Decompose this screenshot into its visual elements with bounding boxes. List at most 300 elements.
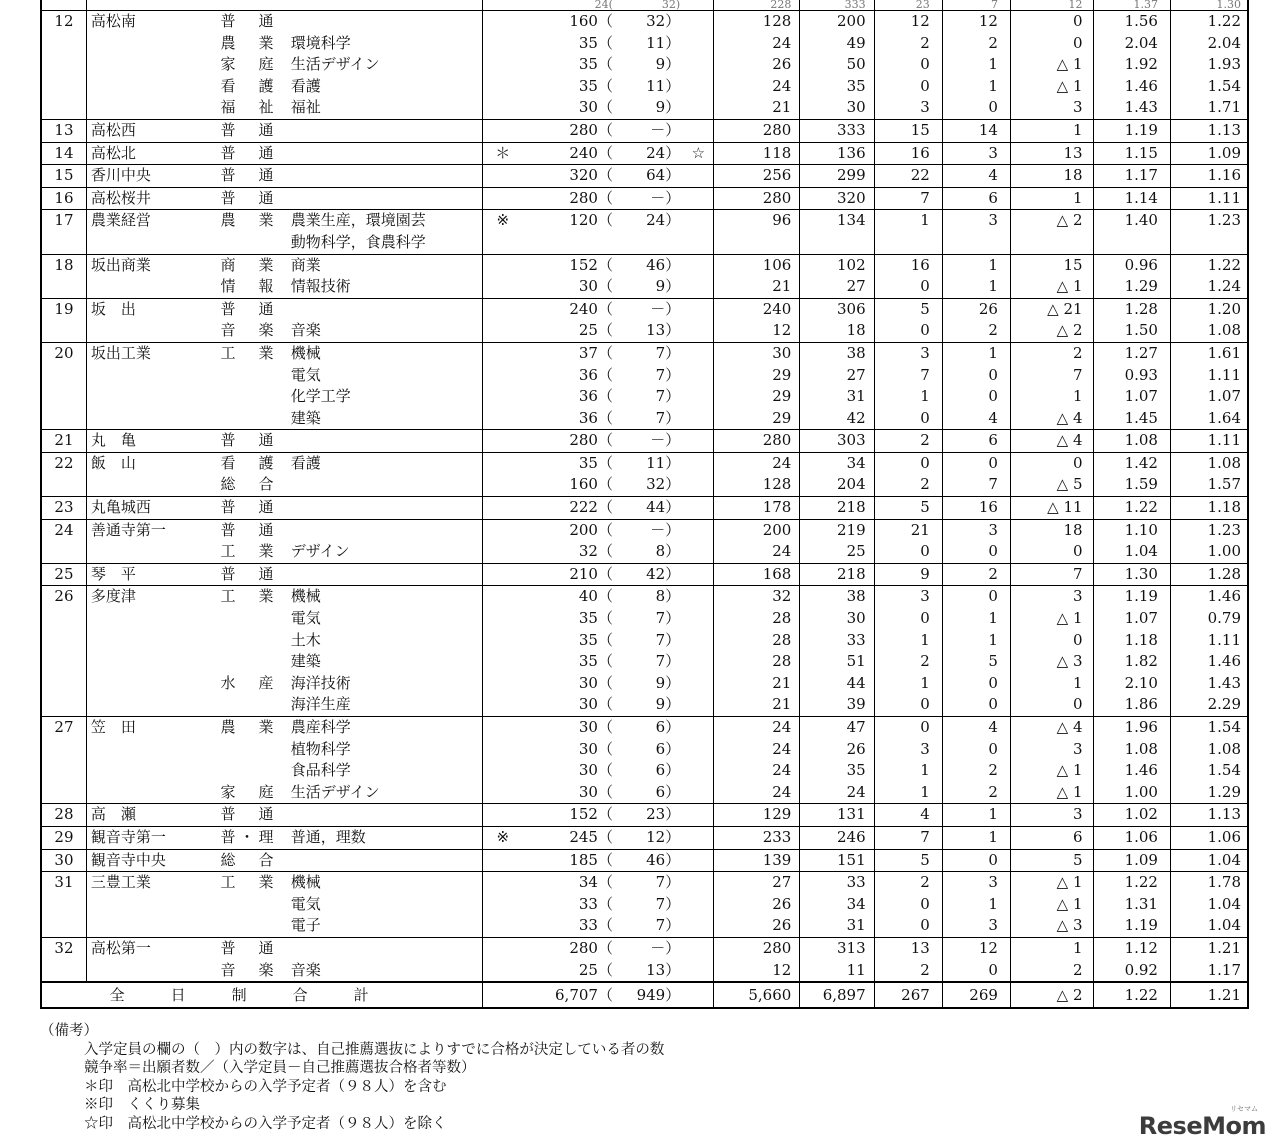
cell-r1: 1.82	[1093, 651, 1170, 673]
cell-mk	[483, 960, 522, 983]
cell-r2: 1.22	[1170, 11, 1248, 33]
cell-r2: 1.21	[1170, 937, 1248, 959]
cell-school	[86, 608, 211, 630]
table-row	[41, 915, 1248, 937]
cell-q: 35（	[578, 609, 613, 628]
cell-self: 11）	[646, 33, 681, 52]
cell-no	[41, 960, 86, 983]
cell-m2	[684, 782, 713, 804]
cell-course: 普通，理数	[287, 826, 483, 849]
cell-q	[522, 232, 613, 254]
cell-r2: 1.22	[1170, 254, 1248, 276]
cell-m2	[684, 915, 713, 937]
cell-q: 280（	[522, 187, 613, 210]
cell-prov: 200	[713, 519, 800, 541]
cell-self: 7）	[613, 872, 684, 894]
cell-school: 丸亀城西	[86, 497, 211, 520]
cell-school: 観音寺中央	[86, 849, 211, 872]
cell-app: 51	[800, 651, 874, 673]
table-row	[41, 187, 1248, 210]
cell-prov: 280	[713, 187, 800, 210]
cell-prov	[713, 232, 800, 254]
cell-app: 44	[800, 673, 874, 695]
cell-dept: 工 業	[211, 872, 286, 894]
cell-in: 2	[874, 33, 942, 55]
cell-diff: 0	[1010, 33, 1093, 55]
cell-prov: 28	[772, 609, 792, 628]
cell-m2	[684, 452, 713, 474]
cell-school	[86, 33, 211, 55]
cell-app: 25	[800, 541, 874, 563]
table-row	[41, 408, 1248, 430]
cell-dept: 普・理	[211, 826, 286, 849]
cell-out: 0	[942, 960, 1010, 983]
cell-r1: 1.50	[1093, 320, 1170, 342]
table-row	[41, 739, 1248, 761]
cell-in: 3	[874, 586, 942, 608]
cell-mk	[483, 342, 522, 364]
cell-app: 27	[800, 276, 874, 298]
cell-course	[287, 0, 483, 11]
cell-app: 313	[800, 937, 874, 959]
cell-app: 30	[800, 608, 874, 630]
cell-course: 電子	[287, 915, 483, 937]
cell-diff: △ 1	[1010, 872, 1093, 894]
cell-mk	[483, 717, 522, 739]
cell-school: 飯 山	[86, 452, 211, 474]
cell-in: 0	[874, 276, 942, 298]
cell-dept	[211, 651, 286, 673]
cell-r1: 1.22	[1093, 872, 1170, 894]
table-row	[41, 717, 1248, 739]
cell-prov: 28	[772, 630, 792, 649]
cell-out: 0	[942, 386, 1010, 408]
cell-diff: 12	[1010, 0, 1093, 11]
cell-prov: 29	[772, 408, 792, 427]
cell-r1: 1.10	[1093, 519, 1170, 541]
cell-app: 303	[800, 430, 874, 453]
cell-no	[41, 33, 86, 55]
cell-r2: 1.11	[1170, 630, 1248, 652]
cell-school: 農業経営	[86, 210, 211, 232]
cell-diff: 0	[1010, 694, 1093, 716]
cell-course	[287, 563, 483, 586]
cell-mk	[483, 54, 522, 76]
cell-dept: 音 楽	[220, 960, 278, 979]
cell-r2: 2.04	[1170, 33, 1248, 55]
cell-in: 0	[874, 76, 942, 98]
cell-course: 生活デザイン	[287, 54, 483, 76]
cell-r1: 1.19	[1093, 586, 1170, 608]
table-row	[41, 342, 1248, 364]
cell-school: 丸 亀	[86, 430, 211, 453]
cell-mk	[483, 254, 522, 276]
cell-self: 7）	[655, 652, 681, 671]
cell-prov: 256	[713, 165, 800, 188]
cell-in: 0	[874, 894, 942, 916]
cell-in: 1	[874, 630, 942, 652]
cell-app: 34	[800, 452, 874, 474]
cell-r1: 1.06	[1093, 826, 1170, 849]
cell-diff: 3	[1010, 97, 1093, 119]
cell-q: 36（	[578, 365, 613, 384]
cell-in: 22	[874, 165, 942, 188]
table-row	[41, 76, 1248, 98]
cell-r1: 1.12	[1093, 937, 1170, 959]
cell-mk	[483, 804, 522, 827]
cell-out: 0	[942, 694, 1010, 716]
cell-q: 30（	[578, 673, 613, 692]
cell-diff: 6	[1010, 826, 1093, 849]
cell-mk	[483, 452, 522, 474]
cell-course: 動物科学，食農科学	[287, 232, 483, 254]
cell-r2: 1.06	[1170, 826, 1248, 849]
cell-no: 19	[41, 298, 86, 320]
cell-m2	[684, 608, 713, 630]
cell-no	[41, 54, 86, 76]
cell-course: 農業生産，環境園芸	[287, 210, 483, 232]
cell-no	[41, 541, 86, 563]
cell-diff: 7	[1010, 563, 1093, 586]
cell-no	[41, 630, 86, 652]
cell-out: 6	[942, 187, 1010, 210]
cell-dept	[211, 739, 286, 761]
cell-prov: 32	[713, 586, 800, 608]
cell-course: 建築	[287, 651, 483, 673]
cell-r2: 1.16	[1170, 165, 1248, 188]
cell-dept: 普 通	[211, 165, 286, 188]
resemom-logo	[1138, 1105, 1266, 1140]
cell-prov: 96	[713, 210, 800, 232]
cell-mk	[483, 586, 522, 608]
cell-q: 32（	[578, 542, 613, 561]
total-out: 269	[942, 982, 1010, 1008]
total-prov: 5,660	[713, 982, 800, 1008]
cell-diff: 3	[1010, 586, 1093, 608]
cell-r1	[1093, 232, 1170, 254]
cell-r1: 1.19	[1093, 119, 1170, 142]
cell-mk	[483, 915, 522, 937]
cell-diff: △ 1	[1010, 276, 1093, 298]
table-row	[41, 11, 1248, 33]
cell-m2	[684, 760, 713, 782]
cell-diff: △ 1	[1010, 54, 1093, 76]
cell-out: 12	[942, 937, 1010, 959]
cell-dept	[211, 365, 286, 387]
cell-out: 7	[942, 0, 1010, 11]
cell-course: 電気	[287, 608, 483, 630]
cell-diff: 0	[1010, 541, 1093, 563]
cell-dept: 普 通	[211, 142, 286, 165]
cell-r2: 1.09	[1170, 142, 1248, 165]
cell-m2	[684, 937, 713, 959]
cell-school: 坂出商業	[86, 254, 211, 276]
total-diff: △ 2	[1010, 982, 1093, 1008]
cell-self: －）	[613, 298, 684, 320]
cell-q: 35（	[578, 55, 613, 74]
cell-r1: 1.45	[1093, 408, 1170, 430]
cell-no	[41, 320, 86, 342]
cell-m2	[684, 76, 713, 98]
cell-in: 0	[874, 915, 942, 937]
cell-r2: 1.93	[1170, 54, 1248, 76]
cell-q: 40（	[522, 586, 613, 608]
table-row	[41, 673, 1248, 695]
cell-q: 30（	[578, 277, 613, 296]
results-sheet	[40, 0, 1249, 1009]
table-row	[41, 54, 1248, 76]
cell-no: 28	[41, 804, 86, 827]
cell-no: 29	[41, 826, 86, 849]
cell-course: 土木	[287, 630, 483, 652]
cell-r1: 1.30	[1093, 563, 1170, 586]
cell-r1: 1.07	[1093, 608, 1170, 630]
cell-m2	[684, 960, 713, 983]
cell-self: 24）	[613, 142, 684, 165]
cell-prov: 24	[772, 33, 792, 52]
cell-dept: 普 通	[211, 119, 286, 142]
cell-m2: ☆	[684, 142, 713, 165]
table-row	[41, 365, 1248, 387]
table-row	[41, 651, 1248, 673]
cell-app: 50	[800, 54, 874, 76]
cell-m2	[684, 408, 713, 430]
cell-q: 30（	[578, 695, 613, 714]
cell-diff: 18	[1010, 519, 1093, 541]
cell-q: 210（	[522, 563, 613, 586]
cell-app: 47	[800, 717, 874, 739]
cell-no	[41, 739, 86, 761]
cell-self: 7）	[655, 609, 681, 628]
cell-dept: 看 護	[220, 76, 278, 95]
cell-prov: 27	[713, 872, 800, 894]
cell-dept	[211, 0, 286, 11]
cell-out: 1	[942, 894, 1010, 916]
cell-school	[86, 276, 211, 298]
note-line: 入学定員の欄の（ ）内の数字は、自己推薦選抜によりすでに合格が決定している者の数	[84, 1041, 665, 1058]
cell-self: 24）	[613, 210, 684, 232]
cell-out: 26	[942, 298, 1010, 320]
cell-q: 37（	[522, 342, 613, 364]
cell-in: 1	[874, 782, 942, 804]
cell-r2: 1.57	[1170, 474, 1248, 496]
cell-self: 7）	[655, 916, 681, 935]
cell-no	[41, 608, 86, 630]
cell-in: 0	[874, 717, 942, 739]
cell-mk	[483, 497, 522, 520]
cell-m2	[684, 586, 713, 608]
cell-out: 1	[942, 342, 1010, 364]
table-row	[41, 563, 1248, 586]
cell-dept: 工 業	[211, 586, 286, 608]
cell-out: 1	[942, 804, 1010, 827]
cell-q: 152（	[522, 804, 613, 827]
cell-in: 5	[874, 849, 942, 872]
cell-m2	[684, 210, 713, 232]
cell-r2: 1.46	[1170, 651, 1248, 673]
table-row	[41, 519, 1248, 541]
cell-out: 0	[942, 452, 1010, 474]
cell-no: 24	[41, 519, 86, 541]
cell-self: 12）	[613, 826, 684, 849]
cell-prov: 30	[713, 342, 800, 364]
cell-out: 14	[942, 119, 1010, 142]
cell-r1: 1.37	[1093, 0, 1170, 11]
cell-self: 6）	[655, 761, 681, 780]
cell-in: 12	[874, 11, 942, 33]
cell-prov: 12	[772, 960, 792, 979]
cell-self: 44）	[613, 497, 684, 520]
cell-no: 17	[41, 210, 86, 232]
cell-out: 1	[942, 276, 1010, 298]
cell-self: 7）	[655, 387, 681, 406]
cell-r1: 1.04	[1093, 541, 1170, 563]
cell-no: 30	[41, 849, 86, 872]
cell-in: 7	[874, 187, 942, 210]
cell-self: －）	[613, 519, 684, 541]
cell-r1: 1.19	[1093, 915, 1170, 937]
cell-out: 3	[942, 915, 1010, 937]
cell-prov: 129	[713, 804, 800, 827]
cell-r1: 0.92	[1093, 960, 1170, 983]
cell-course	[287, 474, 483, 496]
cell-m2	[684, 651, 713, 673]
cell-r2: 1.08	[1170, 739, 1248, 761]
cell-in: 1	[874, 673, 942, 695]
cell-school: 高松桜井	[86, 187, 211, 210]
cell-m2	[684, 497, 713, 520]
cell-mk	[483, 474, 522, 496]
cell-app: 299	[800, 165, 874, 188]
cell-in: 13	[874, 937, 942, 959]
table-row	[41, 804, 1248, 827]
cell-diff: 18	[1010, 165, 1093, 188]
cell-q: 160（	[569, 475, 613, 494]
cell-course: 商業	[287, 254, 483, 276]
cell-mk	[483, 119, 522, 142]
cell-app: 31	[800, 386, 874, 408]
cell-m2	[684, 276, 713, 298]
cell-r1: 1.22	[1093, 497, 1170, 520]
cell-prov: 24	[772, 782, 792, 801]
table-row	[41, 894, 1248, 916]
cell-app: 102	[800, 254, 874, 276]
cell-in: 16	[874, 142, 942, 165]
cell-in: 0	[874, 54, 942, 76]
cell-school	[86, 97, 211, 119]
cell-no: 18	[41, 254, 86, 276]
cell-self: 8）	[655, 542, 681, 561]
cell-diff: △ 11	[1010, 497, 1093, 520]
cell-q: 24(	[522, 0, 613, 11]
cell-m2	[684, 630, 713, 652]
cell-app: 151	[800, 849, 874, 872]
cell-self: 42）	[613, 563, 684, 586]
cell-dept: 普 通	[211, 563, 286, 586]
cell-q: 280（	[522, 937, 613, 959]
cell-r1: 1.86	[1093, 694, 1170, 716]
cell-prov: 240	[713, 298, 800, 320]
cell-app: 18	[800, 320, 874, 342]
total-q: 6,707（	[522, 982, 613, 1008]
cell-r1: 1.28	[1093, 298, 1170, 320]
cell-in: 1	[874, 760, 942, 782]
cell-course: 植物科学	[287, 739, 483, 761]
note-line: ＊印 高松北中学校からの入学予定者（９８人）を含む	[84, 1078, 447, 1095]
cell-school	[86, 408, 211, 430]
cell-out: 1	[942, 54, 1010, 76]
cell-dept: 看 護	[211, 452, 286, 474]
note-line: ※印 くくり募集	[84, 1097, 200, 1114]
cell-school	[86, 894, 211, 916]
cell-m2	[684, 474, 713, 496]
cell-in: 4	[874, 804, 942, 827]
cell-course	[287, 519, 483, 541]
cell-mk: ※	[483, 210, 522, 232]
cell-r1: 1.17	[1093, 165, 1170, 188]
cell-app: 333	[800, 0, 874, 11]
cell-school	[86, 782, 211, 804]
cell-diff: 0	[1010, 630, 1093, 652]
cell-app: 30	[800, 97, 874, 119]
cell-no: 26	[41, 586, 86, 608]
cell-no: 32	[41, 937, 86, 959]
cell-app: 204	[800, 474, 874, 496]
cell-course	[287, 937, 483, 959]
cell-app: 200	[800, 11, 874, 33]
cell-course: 電気	[287, 894, 483, 916]
cell-r1: 1.15	[1093, 142, 1170, 165]
cell-prov: 128	[713, 11, 800, 33]
cell-prov: 139	[713, 849, 800, 872]
cell-prov: 24	[713, 452, 800, 474]
cell-r1: 1.92	[1093, 54, 1170, 76]
cell-r2: 1.13	[1170, 804, 1248, 827]
cell-m2	[684, 804, 713, 827]
cell-course: 食品科学	[287, 760, 483, 782]
cell-no	[41, 915, 86, 937]
note-line: 競争率＝出願者数／（入学定員－自己推薦選抜合格者等数）	[84, 1060, 476, 1077]
cell-app: 35	[800, 76, 874, 98]
cell-self: 7）	[655, 365, 681, 384]
cell-school: 笠 田	[86, 717, 211, 739]
cell-r2: 2.29	[1170, 694, 1248, 716]
cell-app: 39	[800, 694, 874, 716]
cell-school: 高松西	[86, 119, 211, 142]
table-row	[41, 849, 1248, 872]
table-row	[41, 826, 1248, 849]
cell-m2	[684, 673, 713, 695]
cell-prov: 280	[713, 937, 800, 959]
table-row	[41, 694, 1248, 716]
cell-dept: 普 通	[211, 804, 286, 827]
cell-no: 14	[41, 142, 86, 165]
cell-q: 30（	[522, 717, 613, 739]
cell-course	[287, 298, 483, 320]
cell-app: 306	[800, 298, 874, 320]
total-label: 全日制合計	[41, 982, 483, 1008]
cell-no	[41, 97, 86, 119]
cell-mk	[483, 187, 522, 210]
cell-course: 音楽	[287, 960, 483, 983]
cell-no: 23	[41, 497, 86, 520]
cell-prov: 28	[772, 652, 792, 671]
cell-prov: 233	[713, 826, 800, 849]
cell-prov: 280	[713, 430, 800, 453]
cell-course	[287, 849, 483, 872]
cell-in: 3	[874, 97, 942, 119]
cell-self: 9）	[655, 55, 681, 74]
